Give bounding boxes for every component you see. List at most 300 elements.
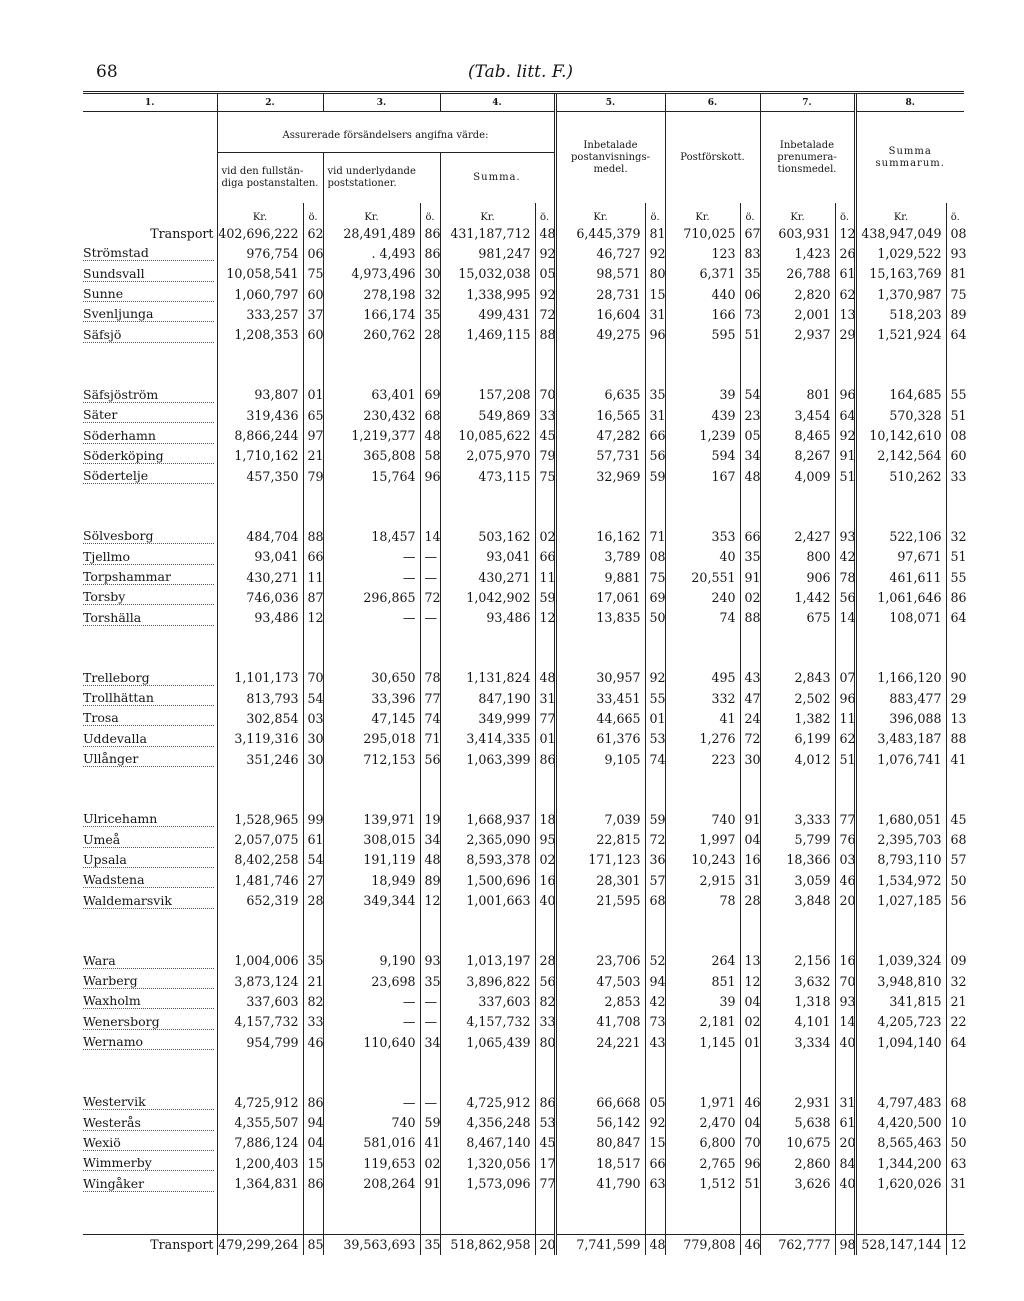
ore-cell: 75 xyxy=(535,466,555,486)
kronor-cell: 1,013,197 xyxy=(440,951,535,971)
kronor-cell: 440 xyxy=(665,284,740,304)
kronor-cell: 883,477 xyxy=(855,688,946,708)
kronor-cell: 522,106 xyxy=(855,526,946,546)
column-number: 8. xyxy=(855,93,964,112)
ore-cell: 11 xyxy=(835,708,855,728)
kronor-cell: 1,239 xyxy=(665,425,740,445)
unit-ore: ö. xyxy=(645,203,665,223)
kronor-cell: 675 xyxy=(760,607,835,627)
assured-values-header: Assurerade försändelsers angifna värde: xyxy=(217,112,555,153)
ore-cell: 15 xyxy=(303,1153,323,1173)
ore-cell: 40 xyxy=(835,1032,855,1052)
kronor-cell: 1,276 xyxy=(665,729,740,749)
kronor-cell: 23,706 xyxy=(555,951,645,971)
kronor-cell: 779,808 xyxy=(665,1234,740,1255)
table-row xyxy=(83,991,964,1011)
ore-cell: 64 xyxy=(946,1032,964,1052)
ore-cell: 32 xyxy=(420,284,440,304)
kronor-cell: — xyxy=(323,547,420,567)
place-name xyxy=(83,749,217,769)
table-row xyxy=(83,324,964,344)
ore-cell: 18 xyxy=(535,809,555,829)
kronor-cell: 1,060,797 xyxy=(217,284,303,304)
kronor-cell: 32,969 xyxy=(555,466,645,486)
ore-cell: 46 xyxy=(303,1032,323,1052)
kronor-cell: 1,512 xyxy=(665,1173,740,1193)
ore-cell: 92 xyxy=(645,668,665,688)
ore-cell: 73 xyxy=(740,304,760,324)
ore-cell: 93 xyxy=(946,243,964,263)
kronor-cell: 260,762 xyxy=(323,324,420,344)
ore-cell: 02 xyxy=(740,1012,760,1032)
full-offices-header: vid den fullstän- diga postanstalten. xyxy=(217,153,323,204)
kronor-cell: 337,603 xyxy=(217,991,303,1011)
table-row xyxy=(83,708,964,728)
ore-cell: 07 xyxy=(835,668,855,688)
kronor-cell: 332 xyxy=(665,688,740,708)
kronor-cell: 7,039 xyxy=(555,809,645,829)
ore-cell: 29 xyxy=(946,688,964,708)
kronor-cell: 63,401 xyxy=(323,385,420,405)
kronor-cell: 2,853 xyxy=(555,991,645,1011)
kronor-cell: 223 xyxy=(665,749,740,769)
table-row xyxy=(83,243,964,263)
table-row xyxy=(83,870,964,890)
kronor-cell: 93,041 xyxy=(440,547,535,567)
table-row xyxy=(83,668,964,688)
kronor-cell: 191,119 xyxy=(323,850,420,870)
ore-cell: 33 xyxy=(946,466,964,486)
ore-cell: 94 xyxy=(645,971,665,991)
ore-cell: 62 xyxy=(835,284,855,304)
ore-cell: 94 xyxy=(303,1113,323,1133)
ore-cell: 72 xyxy=(740,729,760,749)
kronor-cell: 74 xyxy=(665,607,740,627)
ore-cell: 80 xyxy=(645,264,665,284)
kronor-cell: 7,886,124 xyxy=(217,1133,303,1153)
ore-cell: 96 xyxy=(420,466,440,486)
ore-cell: 74 xyxy=(645,749,665,769)
kronor-cell: 333,257 xyxy=(217,304,303,324)
ore-cell: 96 xyxy=(835,688,855,708)
ore-cell: 93 xyxy=(420,951,440,971)
kronor-cell: 1,166,120 xyxy=(855,668,946,688)
kronor-cell: 510,262 xyxy=(855,466,946,486)
kronor-cell: 93,486 xyxy=(217,607,303,627)
ore-cell: 31 xyxy=(645,405,665,425)
kronor-cell: 8,465 xyxy=(760,425,835,445)
place-name xyxy=(83,526,217,546)
ore-cell: 90 xyxy=(946,668,964,688)
unit-kr: Kr. xyxy=(555,203,645,223)
ore-cell: 66 xyxy=(645,1153,665,1173)
ore-cell: 32 xyxy=(946,971,964,991)
kronor-cell: — xyxy=(323,1012,420,1032)
ore-cell: 02 xyxy=(535,850,555,870)
kronor-cell: 8,793,110 xyxy=(855,850,946,870)
place-name xyxy=(83,1173,217,1193)
kronor-cell: — xyxy=(323,991,420,1011)
kronor-cell: 1,481,746 xyxy=(217,870,303,890)
place-name xyxy=(83,809,217,829)
place-name xyxy=(83,385,217,405)
ore-cell: 30 xyxy=(303,729,323,749)
kronor-cell: 1,318 xyxy=(760,991,835,1011)
ore-cell: 08 xyxy=(645,547,665,567)
ore-cell: 46 xyxy=(740,1234,760,1255)
ore-cell: 58 xyxy=(420,446,440,466)
ore-cell: 68 xyxy=(645,890,665,910)
ore-cell: 61 xyxy=(303,830,323,850)
kronor-cell: 1,344,200 xyxy=(855,1153,946,1173)
kronor-cell: 46,727 xyxy=(555,243,645,263)
place-name xyxy=(83,1113,217,1133)
ore-cell: 33 xyxy=(535,405,555,425)
unit-kr: Kr. xyxy=(217,203,303,223)
ore-cell: 73 xyxy=(645,1012,665,1032)
unit-ore: ö. xyxy=(303,203,323,223)
ore-cell: 12 xyxy=(303,607,323,627)
ore-cell: 70 xyxy=(835,971,855,991)
place-name xyxy=(83,1032,217,1052)
kronor-cell: 740 xyxy=(665,809,740,829)
ore-cell: 01 xyxy=(303,385,323,405)
ore-cell: 48 xyxy=(420,425,440,445)
kronor-cell: 2,931 xyxy=(760,1092,835,1112)
ore-cell: 56 xyxy=(420,749,440,769)
place-name xyxy=(83,304,217,324)
ore-cell: 21 xyxy=(946,991,964,1011)
kronor-cell: 18,366 xyxy=(760,850,835,870)
ore-cell: 59 xyxy=(420,1113,440,1133)
ore-cell: 92 xyxy=(645,1113,665,1133)
ore-cell: 45 xyxy=(535,1133,555,1153)
ore-cell: 02 xyxy=(535,526,555,546)
kronor-cell: 28,301 xyxy=(555,870,645,890)
ore-cell: 88 xyxy=(740,607,760,627)
ore-cell: 67 xyxy=(740,223,760,243)
table-row xyxy=(83,385,964,405)
ore-cell: 59 xyxy=(645,809,665,829)
kronor-cell: 1,061,646 xyxy=(855,587,946,607)
table-row xyxy=(83,607,964,627)
ore-cell: 96 xyxy=(740,1153,760,1173)
ore-cell: 54 xyxy=(740,385,760,405)
place-name xyxy=(83,688,217,708)
ore-cell: 08 xyxy=(946,425,964,445)
kronor-cell: 473,115 xyxy=(440,466,535,486)
place-name-text: Ullånger xyxy=(83,751,139,767)
kronor-cell: 28,731 xyxy=(555,284,645,304)
ore-cell: — xyxy=(420,991,440,1011)
ore-cell: 11 xyxy=(535,567,555,587)
place-name xyxy=(83,890,217,910)
ore-cell: 88 xyxy=(535,324,555,344)
kronor-cell: 6,800 xyxy=(665,1133,740,1153)
kronor-cell: 570,328 xyxy=(855,405,946,425)
kronor-cell: 712,153 xyxy=(323,749,420,769)
kronor-cell: 3,483,187 xyxy=(855,729,946,749)
kronor-cell: 3,848 xyxy=(760,890,835,910)
ore-cell: 31 xyxy=(946,1173,964,1193)
kronor-cell: 8,267 xyxy=(760,446,835,466)
kronor-cell: 1,573,096 xyxy=(440,1173,535,1193)
kronor-cell: 2,075,970 xyxy=(440,446,535,466)
kronor-cell: 9,105 xyxy=(555,749,645,769)
kronor-cell: 4,973,496 xyxy=(323,264,420,284)
ore-cell: 64 xyxy=(946,607,964,627)
kronor-cell: 4,205,723 xyxy=(855,1012,946,1032)
subscriptions-header: Inbetalade prenumera- tionsmedel. xyxy=(760,112,855,204)
place-name-text: Wernamo xyxy=(83,1034,144,1050)
place-name-text: Sölvesborg xyxy=(83,528,154,544)
place-name-text: Sunne xyxy=(83,286,124,302)
ore-cell: 82 xyxy=(303,991,323,1011)
place-name xyxy=(83,870,217,890)
kronor-cell: 5,638 xyxy=(760,1113,835,1133)
header-row xyxy=(83,112,964,153)
kronor-cell: 44,665 xyxy=(555,708,645,728)
ore-cell: 51 xyxy=(835,466,855,486)
ore-cell: 63 xyxy=(645,1173,665,1193)
ore-cell: 70 xyxy=(740,1133,760,1153)
kronor-cell: 308,015 xyxy=(323,830,420,850)
kronor-cell: 503,162 xyxy=(440,526,535,546)
kronor-cell: 8,565,463 xyxy=(855,1133,946,1153)
kronor-cell: 80,847 xyxy=(555,1133,645,1153)
kronor-cell: 2,765 xyxy=(665,1153,740,1173)
ore-cell: 50 xyxy=(946,1133,964,1153)
table-row xyxy=(83,850,964,870)
kronor-cell: 4,101 xyxy=(760,1012,835,1032)
unit-kr: Kr. xyxy=(665,203,740,223)
kronor-cell: 39 xyxy=(665,991,740,1011)
kronor-cell: 1,065,439 xyxy=(440,1032,535,1052)
table-row xyxy=(83,749,964,769)
ore-cell: 35 xyxy=(303,951,323,971)
kronor-cell: 906 xyxy=(760,567,835,587)
kronor-cell: 8,866,244 xyxy=(217,425,303,445)
kronor-cell: 349,999 xyxy=(440,708,535,728)
ore-cell: 86 xyxy=(946,587,964,607)
kronor-cell: 10,675 xyxy=(760,1133,835,1153)
ore-cell: 64 xyxy=(835,405,855,425)
summa-header: Summa. xyxy=(440,153,555,204)
kronor-cell: 1,004,006 xyxy=(217,951,303,971)
ore-cell: 93 xyxy=(835,526,855,546)
ore-cell: 81 xyxy=(946,264,964,284)
kronor-cell: 1,219,377 xyxy=(323,425,420,445)
kronor-cell: 1,710,162 xyxy=(217,446,303,466)
kronor-cell: 2,057,075 xyxy=(217,830,303,850)
units-row xyxy=(83,203,964,223)
ore-cell: 56 xyxy=(946,890,964,910)
place-name-text: Torsby xyxy=(83,589,126,605)
kronor-cell: 3,948,810 xyxy=(855,971,946,991)
ore-cell: 60 xyxy=(946,446,964,466)
ore-cell: 20 xyxy=(535,1234,555,1255)
ore-cell: 51 xyxy=(740,324,760,344)
kronor-cell: 230,432 xyxy=(323,405,420,425)
kronor-cell: 4,356,248 xyxy=(440,1113,535,1133)
kronor-cell: 746,036 xyxy=(217,587,303,607)
kronor-cell: 1,101,173 xyxy=(217,668,303,688)
kronor-cell: 801 xyxy=(760,385,835,405)
kronor-cell: 2,470 xyxy=(665,1113,740,1133)
ore-cell: 65 xyxy=(303,405,323,425)
ore-cell: 53 xyxy=(645,729,665,749)
place-name xyxy=(83,405,217,425)
kronor-cell: 581,016 xyxy=(323,1133,420,1153)
ore-cell: 46 xyxy=(835,870,855,890)
ore-cell: 12 xyxy=(946,1234,964,1255)
kronor-cell: 710,025 xyxy=(665,223,740,243)
ore-cell: 05 xyxy=(645,1092,665,1112)
ore-cell: 12 xyxy=(740,971,760,991)
transport-label: Transport xyxy=(150,225,214,241)
place-name xyxy=(83,951,217,971)
table-row xyxy=(83,971,964,991)
ore-cell: 40 xyxy=(835,1173,855,1193)
ore-cell: 87 xyxy=(303,587,323,607)
kronor-cell: 264 xyxy=(665,951,740,971)
ore-cell: 48 xyxy=(535,223,555,243)
kronor-cell: 4,725,912 xyxy=(217,1092,303,1112)
ore-cell: 54 xyxy=(303,688,323,708)
ore-cell: 48 xyxy=(420,850,440,870)
transport-in-row xyxy=(83,223,964,243)
ore-cell: 98 xyxy=(835,1234,855,1255)
kronor-cell: 171,123 xyxy=(555,850,645,870)
place-name-text: Wenersborg xyxy=(83,1013,160,1029)
ore-cell: 28 xyxy=(420,324,440,344)
kronor-cell: 2,365,090 xyxy=(440,830,535,850)
ore-cell: 69 xyxy=(645,587,665,607)
kronor-cell: 6,445,379 xyxy=(555,223,645,243)
table-row xyxy=(83,1133,964,1153)
ore-cell: 41 xyxy=(946,749,964,769)
ore-cell: 55 xyxy=(946,385,964,405)
kronor-cell: 110,640 xyxy=(323,1032,420,1052)
kronor-cell: 2,860 xyxy=(760,1153,835,1173)
column-number: 4. xyxy=(440,93,555,112)
ore-cell: 16 xyxy=(835,951,855,971)
ore-cell: 46 xyxy=(740,1092,760,1112)
table-row xyxy=(83,446,964,466)
ore-cell: 27 xyxy=(303,870,323,890)
ore-cell: 68 xyxy=(946,830,964,850)
ore-cell: 86 xyxy=(420,243,440,263)
place-name xyxy=(83,425,217,445)
advances-header: Postförskott. xyxy=(665,112,760,204)
kronor-cell: 1,076,741 xyxy=(855,749,946,769)
ore-cell: 59 xyxy=(645,466,665,486)
kronor-cell: 6,635 xyxy=(555,385,645,405)
ore-cell: 34 xyxy=(740,446,760,466)
place-name-text: Westerås xyxy=(83,1114,141,1130)
kronor-cell: 954,799 xyxy=(217,1032,303,1052)
ore-cell: 40 xyxy=(535,890,555,910)
kronor-cell: 33,451 xyxy=(555,688,645,708)
kronor-cell: 18,949 xyxy=(323,870,420,890)
ore-cell: 15 xyxy=(645,1133,665,1153)
ore-cell: 64 xyxy=(946,324,964,344)
ore-cell: 56 xyxy=(835,587,855,607)
kronor-cell: 97,671 xyxy=(855,547,946,567)
kronor-cell: 800 xyxy=(760,547,835,567)
ore-cell: 59 xyxy=(535,587,555,607)
kronor-cell: 10,058,541 xyxy=(217,264,303,284)
ore-cell: 51 xyxy=(946,405,964,425)
kronor-cell: 1,320,056 xyxy=(440,1153,535,1173)
kronor-cell: 16,162 xyxy=(555,526,645,546)
kronor-cell: 337,603 xyxy=(440,991,535,1011)
kronor-cell: 139,971 xyxy=(323,809,420,829)
kronor-cell: 1,971 xyxy=(665,1092,740,1112)
kronor-cell: 3,333 xyxy=(760,809,835,829)
place-name-text: Säter xyxy=(83,407,118,423)
kronor-cell: 20,551 xyxy=(665,567,740,587)
group-spacer xyxy=(83,769,964,809)
kronor-cell: 484,704 xyxy=(217,526,303,546)
kronor-cell: 3,334 xyxy=(760,1032,835,1052)
ore-cell: 26 xyxy=(835,243,855,263)
kronor-cell: 6,371 xyxy=(665,264,740,284)
ore-cell: 29 xyxy=(835,324,855,344)
ore-cell: 06 xyxy=(740,284,760,304)
ore-cell: 31 xyxy=(535,688,555,708)
kronor-cell: 16,565 xyxy=(555,405,645,425)
kronor-cell: 1,001,663 xyxy=(440,890,535,910)
ore-cell: 15 xyxy=(645,284,665,304)
ore-cell: — xyxy=(420,567,440,587)
unit-ore: ö. xyxy=(946,203,964,223)
ore-cell: 16 xyxy=(535,870,555,890)
ore-cell: 48 xyxy=(740,466,760,486)
kronor-cell: 8,402,258 xyxy=(217,850,303,870)
kronor-cell: 3,059 xyxy=(760,870,835,890)
ore-cell: 92 xyxy=(535,284,555,304)
ore-cell: — xyxy=(420,607,440,627)
ore-cell: 86 xyxy=(535,1092,555,1112)
ore-cell: 95 xyxy=(535,830,555,850)
kronor-cell: 438,947,049 xyxy=(855,223,946,243)
place-name-text: Wadstena xyxy=(83,872,145,888)
table-row xyxy=(83,830,964,850)
kronor-cell: 2,843 xyxy=(760,668,835,688)
place-name xyxy=(83,243,217,263)
ore-cell: 47 xyxy=(740,688,760,708)
kronor-cell: 3,414,335 xyxy=(440,729,535,749)
kronor-cell: 302,854 xyxy=(217,708,303,728)
ore-cell: 45 xyxy=(946,809,964,829)
kronor-cell: 296,865 xyxy=(323,587,420,607)
kronor-cell: 595 xyxy=(665,324,740,344)
place-name-text: Söderköping xyxy=(83,447,164,463)
kronor-cell: 603,931 xyxy=(760,223,835,243)
ore-cell: 42 xyxy=(835,547,855,567)
place-name-text: Torshälla xyxy=(83,609,142,625)
kronor-cell: 319,436 xyxy=(217,405,303,425)
ore-cell: 89 xyxy=(946,304,964,324)
kronor-cell: 166,174 xyxy=(323,304,420,324)
kronor-cell: 1,042,902 xyxy=(440,587,535,607)
kronor-cell: 1,534,972 xyxy=(855,870,946,890)
kronor-cell: 33,396 xyxy=(323,688,420,708)
ore-cell: 61 xyxy=(835,1113,855,1133)
ore-cell: 55 xyxy=(946,567,964,587)
kronor-cell: 108,071 xyxy=(855,607,946,627)
